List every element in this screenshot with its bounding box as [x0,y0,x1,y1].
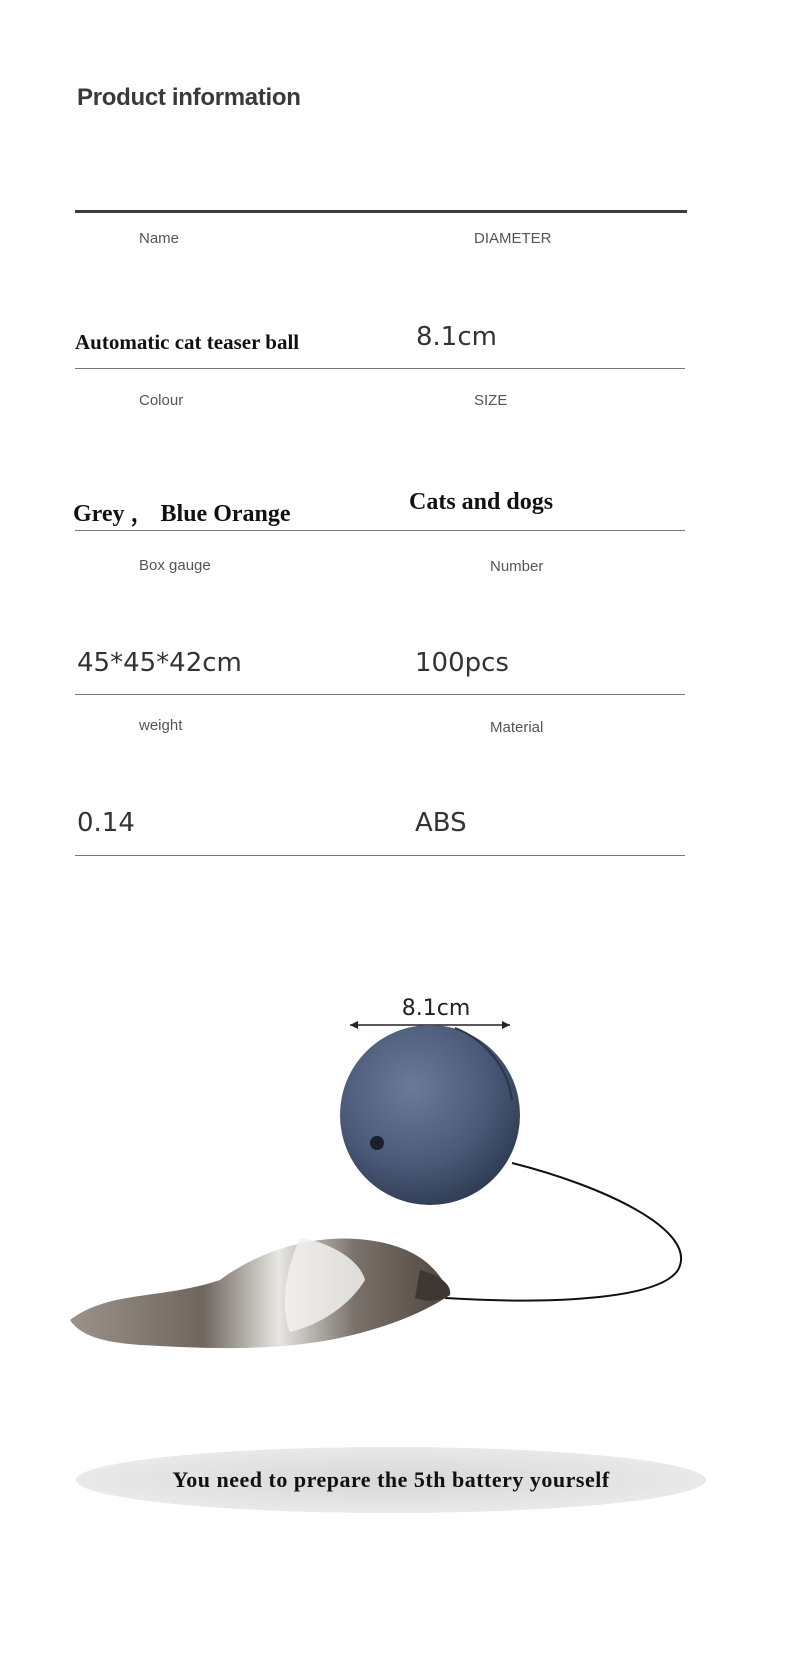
spec-label-size: SIZE [474,392,508,409]
spec-label-material: Material [490,719,544,736]
spec-label-weight: weight [139,717,183,734]
page-title: Product information [77,84,301,111]
spec-value-name: Automatic cat teaser ball [75,330,300,354]
row-divider [75,368,685,369]
spec-value-size: Cats and dogs [409,489,554,515]
spec-value-colour: Grey ， Blue Orange [73,501,291,527]
spec-label-diameter: DIAMETER [474,230,552,247]
product-illustration [0,980,800,1400]
row-divider [75,855,685,856]
header-divider [75,210,687,213]
spec-value-material: ABS [415,808,467,838]
spec-label-name: Name [139,230,180,247]
spec-value-number: 100pcs [415,648,509,678]
battery-notice-text: You need to prepare the 5th battery yourself [172,1467,610,1492]
dimension-label: 8.1cm [401,996,471,1021]
spec-label-colour: Colour [139,392,184,409]
spec-value-diameter: 8.1cm [416,322,497,352]
row-divider [75,694,685,695]
spec-label-box-gauge: Box gauge [139,557,211,574]
spec-value-box-gauge: 45*45*42cm [77,648,242,678]
spec-value-weight: 0.14 [77,808,135,838]
fur-tail-icon [70,1238,450,1348]
teaser-ball-icon [340,1025,520,1205]
spec-label-number: Number [490,558,544,575]
row-divider [75,530,685,531]
